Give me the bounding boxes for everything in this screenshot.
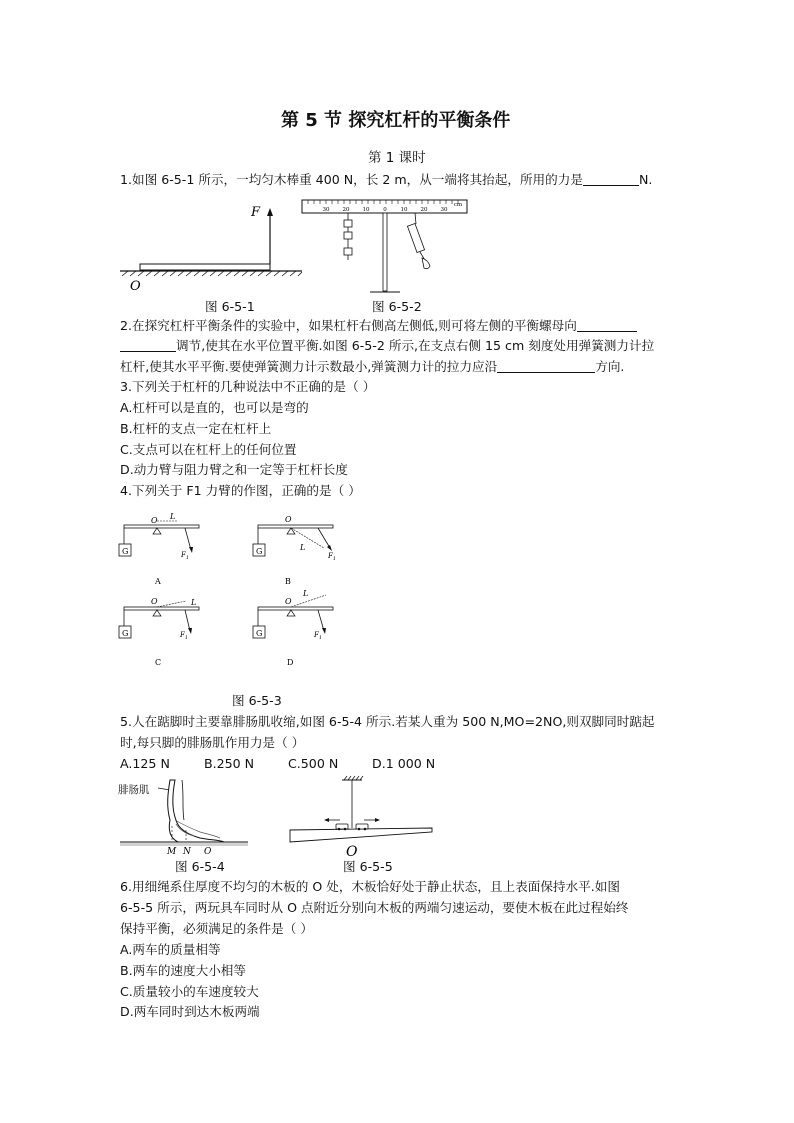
figure-6-5-2 bbox=[300, 196, 472, 296]
muscle-label: 腓肠肌 bbox=[118, 784, 150, 796]
hanging-weights bbox=[344, 213, 352, 260]
q3-option-c: C.支点可以在杠杆上的任何位置 bbox=[120, 442, 297, 457]
figure-6-5-3-panel-a bbox=[118, 510, 208, 588]
svg-text:B: B bbox=[285, 577, 291, 586]
lesson-subtitle: 第 1 课时 bbox=[368, 150, 426, 166]
svg-text:20: 20 bbox=[420, 207, 428, 213]
question-6-line-2: 6-5-5 所示，两玩具车同时从 O 点附近分别向木板的两端匀速运动，要使木板在此过程始终 bbox=[120, 900, 629, 915]
svg-text:O: O bbox=[151, 516, 158, 525]
figure-6-5-3-panel-c bbox=[118, 593, 208, 669]
q3-option-a: A.杠杆可以是直的，也可以是弯的 bbox=[120, 400, 309, 415]
q5-option-a: A.125 N bbox=[120, 756, 170, 771]
svg-text:O: O bbox=[204, 847, 212, 857]
question-1-unit: N. bbox=[638, 172, 653, 187]
caption-6-5-1: 图 6-5-1 bbox=[205, 299, 255, 314]
caption-6-5-5: 图 6-5-5 bbox=[343, 859, 393, 874]
svg-text:30: 30 bbox=[322, 207, 330, 213]
support-post bbox=[383, 213, 387, 291]
answer-blank bbox=[583, 171, 639, 186]
figure-6-5-3-panel-d bbox=[252, 587, 342, 669]
svg-text:G: G bbox=[122, 547, 129, 556]
figure-6-5-3-panel-b bbox=[250, 510, 345, 588]
wooden-board bbox=[290, 828, 432, 842]
svg-text:O: O bbox=[285, 597, 292, 606]
question-5-line-1: 5.人在踮脚时主要靠腓肠肌收缩,如图 6-5-4 所示.若某人重为 500 N,MO=2NO,则双脚同时踮起 bbox=[120, 714, 655, 729]
q5-option-b: B.250 N bbox=[204, 756, 255, 771]
q6-option-b: B.两车的速度大小相等 bbox=[120, 963, 246, 978]
svg-text:N: N bbox=[183, 847, 191, 857]
q3-option-b: B.杠杆的支点一定在杠杆上 bbox=[120, 421, 272, 436]
toy-car-right bbox=[356, 824, 368, 829]
figure-6-5-4 bbox=[120, 776, 250, 858]
svg-text:L: L bbox=[191, 598, 197, 607]
question-2-line-1: 2.在探究杠杆平衡条件的实验中，如果杠杆右侧高左侧低,则可将左侧的平衡螺母向 bbox=[120, 316, 637, 336]
svg-text:10: 10 bbox=[400, 207, 408, 213]
answer-blank bbox=[120, 337, 176, 352]
svg-text:0: 0 bbox=[383, 207, 387, 213]
figure-6-5-5 bbox=[286, 776, 436, 860]
answer-blank bbox=[577, 317, 637, 332]
svg-text:C: C bbox=[155, 658, 162, 667]
q6-option-d: D.两车同时到达木板两端 bbox=[120, 1004, 260, 1019]
svg-text:G: G bbox=[122, 629, 129, 638]
q6-option-a: A.两车的质量相等 bbox=[120, 942, 221, 957]
svg-text:30: 30 bbox=[440, 207, 448, 213]
caption-6-5-4: 图 6-5-4 bbox=[175, 859, 225, 874]
svg-text:F1: $F_1$ bbox=[314, 631, 323, 641]
question-1 bbox=[120, 170, 652, 190]
q6-option-c: C.质量较小的车速度较大 bbox=[120, 984, 259, 999]
svg-text:F1: $F_1$ bbox=[180, 631, 189, 641]
svg-text:10: 10 bbox=[362, 207, 370, 213]
q3-option-d: D.动力臂与阻力臂之和一定等于杠杆长度 bbox=[120, 462, 348, 477]
figure-6-5-1 bbox=[120, 200, 305, 292]
svg-text:L: L bbox=[170, 512, 176, 521]
svg-text:A: A bbox=[155, 577, 161, 586]
svg-text:O: O bbox=[285, 515, 292, 524]
page-title: 第 5 节 探究杠杆的平衡条件 bbox=[281, 110, 511, 131]
wooden-rod bbox=[140, 264, 270, 270]
svg-text:F1: $F_1$ bbox=[181, 551, 190, 561]
q5-option-d: D.1 000 N bbox=[372, 756, 436, 771]
question-4-stem: 4.下列关于 F1 力臂的作图，正确的是（ ） bbox=[120, 483, 361, 498]
svg-text:M: M bbox=[167, 847, 177, 857]
svg-text:20: 20 bbox=[342, 207, 350, 213]
svg-text:G: G bbox=[256, 547, 263, 556]
question-2-line-3: 杠杆,使其水平平衡.要使弹簧测力计示数最小,弹簧测力计的拉力应沿 方向. bbox=[120, 359, 625, 374]
label-O: O bbox=[130, 279, 141, 294]
svg-text:D: D bbox=[287, 658, 294, 667]
svg-text:L: L bbox=[303, 589, 309, 598]
question-3-stem: 3.下列关于杠杆的几种说法中不正确的是（ ） bbox=[120, 379, 376, 394]
label-F: F bbox=[251, 205, 261, 220]
q5-option-c: C.500 N bbox=[288, 756, 339, 771]
question-6-line-1: 6.用细绳系住厚度不均匀的木板的 O 处，木板恰好处于静止状态，且上表面保持水平.如图 bbox=[120, 879, 620, 894]
svg-text:O: O bbox=[346, 844, 358, 860]
question-2-line-2: 调节,使其在水平位置平衡.如图 6-5-2 所示,在支点右侧 15 cm 刻度处用弹簧测力计拉 bbox=[120, 336, 654, 356]
caption-6-5-3: 图 6-5-3 bbox=[232, 693, 282, 708]
svg-text:G: G bbox=[256, 629, 263, 638]
svg-text:L: L bbox=[300, 543, 306, 552]
svg-text:F1: $F_1$ bbox=[328, 552, 337, 562]
spring-scale bbox=[407, 213, 430, 269]
toy-car-left bbox=[336, 824, 348, 829]
question-5-line-2: 时,每只脚的腓肠肌作用力是（ ） bbox=[120, 735, 305, 750]
svg-text:cm: cm bbox=[453, 202, 463, 208]
question-1-text: 1.如图 6-5-1 所示，一均匀木棒重 400 N，长 2 m，从一端将其抬起，所用的力是 bbox=[120, 172, 583, 187]
question-6-line-3: 保持平衡，必须满足的条件是（ ） bbox=[120, 921, 313, 936]
caption-6-5-2: 图 6-5-2 bbox=[372, 299, 422, 314]
answer-blank bbox=[497, 358, 595, 373]
svg-text:O: O bbox=[151, 597, 158, 606]
